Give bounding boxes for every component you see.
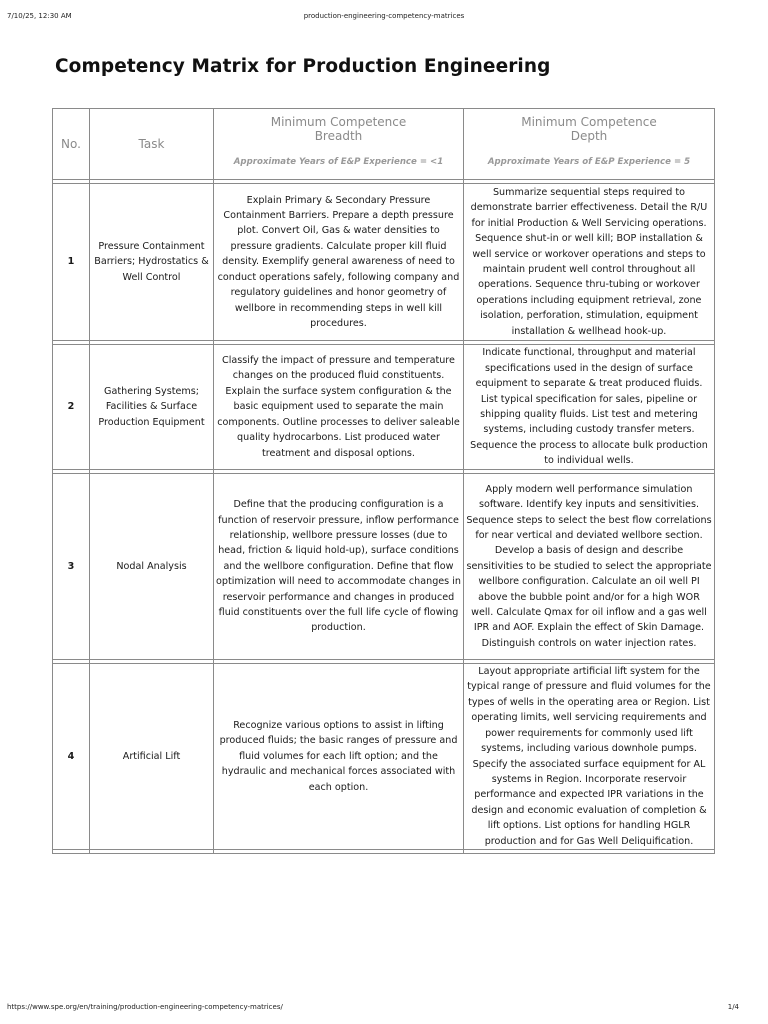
row-number: 4	[53, 664, 90, 850]
print-datetime: 7/10/25, 12:30 AM	[7, 12, 72, 20]
header-depth-experience: Approximate Years of E&P Experience = 5	[487, 157, 691, 167]
row-task: Artificial Lift	[90, 664, 214, 850]
print-url: https://www.spe.org/en/training/production-engineering-competency-matrices/	[7, 1003, 283, 1011]
header-breadth-line2: Breadth	[314, 129, 363, 143]
row-depth: Summarize sequential steps required to demonstrate barrier effectiveness. Detail the R/U for initial Production & Well Servicing operations. Sequence shut-in or well kill; BOP installation & well service or workover operations and steps to maintain prudent well control throughout all operations. Sequence thru-tubing or workover operations including equipment retrieval, zone isolation, perforation, stimulation, equipment installation & wellhead hook-up.	[464, 184, 715, 341]
row-depth: Indicate functional, throughput and material specifications used in the design of surface equipment to separate & treat produced fluids. List typical specification for sales, pipeline or shipping quality fluids. List test and metering systems, including custody transfer meters. Sequence the process to allocate bulk production to individual wells.	[464, 345, 715, 470]
header-breadth-line1: Minimum Competence	[270, 115, 407, 129]
competency-matrix-table	[52, 108, 715, 854]
row-number: 3	[53, 474, 90, 660]
table-row	[53, 184, 715, 341]
table-row	[53, 474, 715, 660]
row-number: 2	[53, 345, 90, 470]
row-task: Pressure Containment Barriers; Hydrostatics & Well Control	[90, 184, 214, 341]
row-task: Gathering Systems; Facilities & Surface Production Equipment	[90, 345, 214, 470]
header-no: No.	[53, 109, 90, 180]
row-breadth: Recognize various options to assist in lifting produced fluids; the basic ranges of pressure and fluid volumes for each lift option; and the hydraulic and mechanical forces associated with each option.	[214, 664, 464, 850]
row-depth: Layout appropriate artificial lift system for the typical range of pressure and fluid volumes for the types of wells in the operating area or Region. List operating limits, well servicing requirements and power requirements for commonly used lift systems, including various downhole pumps. Specify the associated surface equipment for AL systems in Region. Incorporate reservoir performance and expected IPR variations in the design and economic evaluation of completion & lift options. List options for handling HGLR production and for Gas Well Deliquification.	[464, 664, 715, 850]
print-page-number: 1/4	[727, 1003, 739, 1011]
table-spacer	[53, 850, 715, 854]
header-breadth-experience: Approximate Years of E&P Experience = <1	[233, 157, 444, 167]
row-task: Nodal Analysis	[90, 474, 214, 660]
header-depth-line2: Depth	[570, 129, 608, 143]
header-breadth	[214, 109, 464, 180]
header-depth	[464, 109, 715, 180]
document-title: Competency Matrix for Production Engineering	[55, 56, 551, 77]
table-header-row	[53, 109, 715, 180]
row-breadth: Define that the producing configuration is a function of reservoir pressure, inflow performance relationship, wellbore pressure losses (due to head, friction & liquid hold-up), surface conditions and the wellbore configuration. Define that flow optimization will need to accommodate changes in reservoir performance and changes in produced fluid constituents over the full life cycle of flowing production.	[214, 474, 464, 660]
table-row	[53, 664, 715, 850]
row-breadth: Explain Primary & Secondary Pressure Containment Barriers. Prepare a depth pressure plot. Convert Oil, Gas & water densities to pressure gradients. Calculate proper kill fluid density. Exemplify general awareness of need to conduct operations safely, following company and regulatory guidelines and honor geometry of wellbore in recommending steps in well kill procedures.	[214, 184, 464, 341]
row-depth: Apply modern well performance simulation software. Identify key inputs and sensitivities. Sequence steps to select the best flow correlations for near vertical and deviated wellbore section. Develop a basis of design and describe sensitivities to be studied to select the appropriate wellbore configuration. Calculate an oil well PI above the bubble point and/or for a high WOR well. Calculate Qmax for oil inflow and a gas well IPR and AOF. Explain the effect of Skin Damage. Distinguish controls on water injection rates.	[464, 474, 715, 660]
row-breadth: Classify the impact of pressure and temperature changes on the produced fluid constituents. Explain the surface system configuration & the basic equipment used to separate the main components. Outline processes to deliver saleable quality hydrocarbons. List produced water treatment and disposal options.	[214, 345, 464, 470]
header-task: Task	[90, 109, 214, 180]
table-row	[53, 345, 715, 470]
header-depth-line1: Minimum Competence	[521, 115, 657, 129]
print-page-title: production-engineering-competency-matrices	[303, 12, 465, 20]
row-number: 1	[53, 184, 90, 341]
